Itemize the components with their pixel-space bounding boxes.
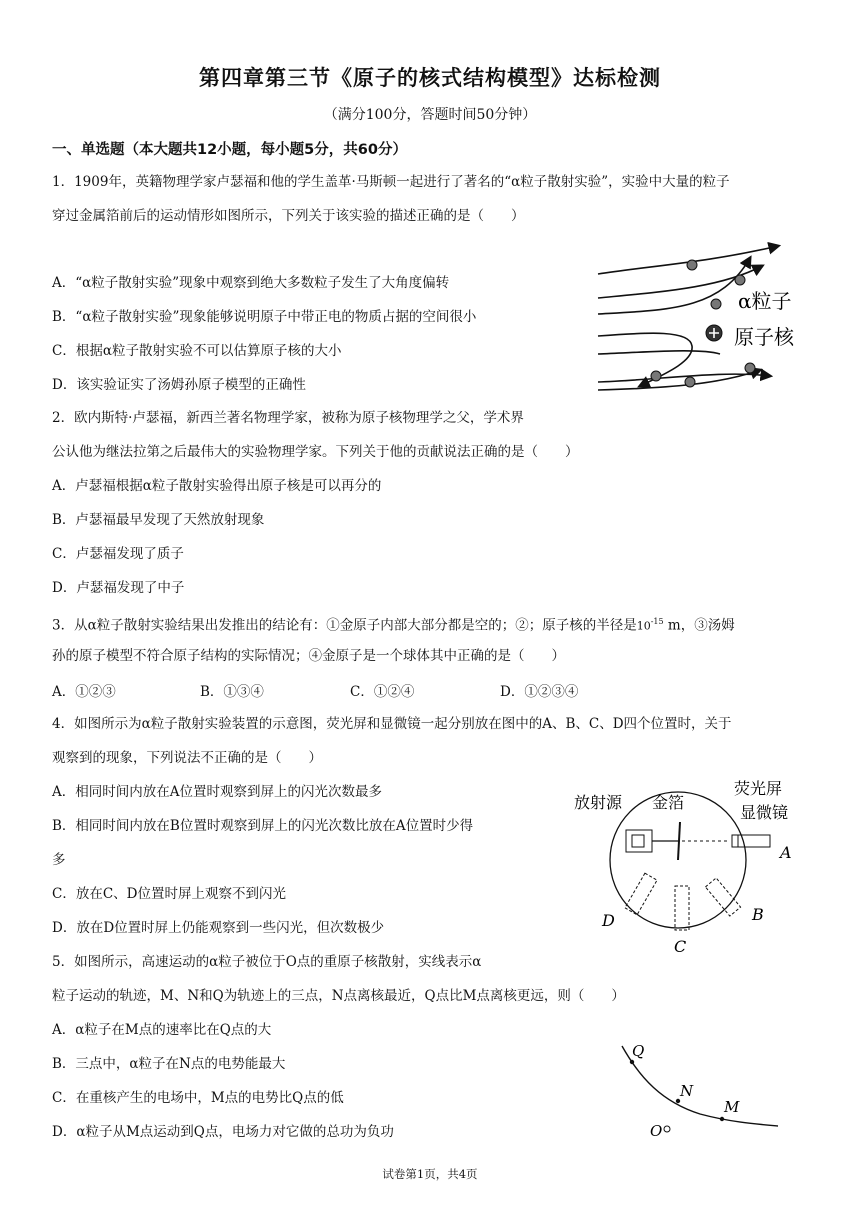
fig-label-source: 放射源 [574, 793, 623, 812]
source-box [626, 830, 652, 852]
q5-stem-line-2: 粒子运动的轨迹，M、N和Q为轨迹上的三点，N点离核最近，Q点比M点离核更远，则（ ） [52, 988, 625, 1004]
section-heading: 一、单选题（本大题共12小题，每小题5分，共60分） [52, 142, 407, 158]
q1-stem-line-2: 穿过金属箔前后的运动情形如图所示，下列关于该实验的描述正确的是（ ） [52, 208, 525, 224]
page-footer: 试卷第1页，共4页 [382, 1167, 478, 1181]
q3-stem-text-end: m，③汤姆 [663, 617, 735, 634]
gold-foil [678, 822, 680, 860]
q4-option-a: A．相同时间内放在A位置时观察到屏上的闪光次数最多 [52, 784, 382, 800]
fig-label-nucleus: 原子核 [734, 325, 794, 349]
q2-option-b: B．卢瑟福最早发现了天然放射现象 [52, 512, 265, 528]
q1-option-a: A．“α粒子散射实验”现象中观察到绝大多数粒子发生了大角度偏转 [52, 275, 450, 291]
q2-option-c: C．卢瑟福发现了质子 [52, 546, 184, 562]
q4-option-d: D．放在D位置时屏上仍能观察到一些闪光，但次数极少 [52, 920, 385, 936]
q4-option-c: C．放在C、D位置时屏上观察不到闪光 [52, 886, 286, 902]
q1-option-c: C．根据α粒子散射实验不可以估算原子核的大小 [52, 343, 342, 359]
q1-stem-line-1: 1．1909年，英籍物理学家卢瑟福和他的学生盖革·马斯顿一起进行了著名的“α粒子散射实验”，实验中大量的粒子 [52, 174, 730, 190]
trajectory-line [598, 246, 778, 274]
q3-option-a: A．①②③ [52, 684, 116, 700]
alpha-particle-icon [711, 299, 721, 309]
fig-label-m: M [724, 1098, 740, 1116]
trajectory-line [598, 258, 750, 314]
alpha-particle-icon [651, 371, 661, 381]
fig-label-alpha: α粒子 [738, 289, 792, 313]
q1-scattering-figure [590, 236, 820, 396]
q3-option-d: D．①②③④ [500, 684, 579, 700]
alpha-particle-icon [745, 363, 755, 373]
q5-option-c: C．在重核产生的电场中，M点的电势比Q点的低 [52, 1090, 344, 1106]
page-subtitle: （满分100分，答题时间50分钟） [323, 107, 537, 123]
q3-stem-text: 3．从α粒子散射实验结果出发推出的结论有：①金原子内部大部分都是空的；②；原子核的半径是 [52, 617, 637, 634]
q4-stem-line-2: 观察到的现象，下列说法不正确的是（ ） [52, 750, 322, 766]
fig-label-screen: 荧光屏 [734, 779, 783, 798]
q2-stem-line-1: 2．欧内斯特·卢瑟福，新西兰著名物理学家，被称为原子核物理学之父，学术界 [52, 410, 524, 426]
point-m [720, 1117, 724, 1121]
q5-option-a: A．α粒子在M点的速率比在Q点的大 [52, 1022, 272, 1038]
point-q [630, 1060, 634, 1064]
fig-label-b: B [752, 905, 764, 924]
q5-option-b: B．三点中，α粒子在N点的电势能最大 [52, 1056, 286, 1072]
q2-option-d: D．卢瑟福发现了中子 [52, 580, 185, 596]
q2-stem-line-2: 公认他为继法拉第之后最伟大的实验物理学家。下列关于他的贡献说法正确的是（ ） [52, 444, 579, 460]
q3-option-b: B．①③④ [200, 684, 264, 700]
trajectory-line [622, 1046, 778, 1126]
page-title: 第四章第三节《原子的核式结构模型》达标检测 [199, 66, 661, 90]
q5-trajectory-figure [610, 1038, 790, 1148]
q4-option-b-line-1: B．相同时间内放在B位置时观察到屏上的闪光次数比放在A位置时少得 [52, 818, 474, 834]
fig-label-n: N [680, 1082, 694, 1100]
fig-label-microscope: 显微镜 [740, 803, 789, 822]
q4-stem-line-1: 4．如图所示为α粒子散射实验装置的示意图，荧光屏和显微镜一起分别放在图中的A、B、C、D四个位置时，关于 [52, 716, 732, 732]
q1-option-d: D．该实验证实了汤姆孙原子模型的正确性 [52, 377, 306, 393]
alpha-particle-icon [735, 275, 745, 285]
q3-option-c: C．①②④ [350, 684, 415, 700]
q3-stem-line-1 [52, 612, 735, 637]
q3-exponent: -15 [650, 617, 664, 626]
trajectory-line [598, 351, 720, 354]
q1-option-b: B．“α粒子散射实验”现象能够说明原子中带正电的物质占据的空间很小 [52, 309, 477, 325]
fig-label-a: A [780, 843, 792, 862]
q5-option-d: D．α粒子从M点运动到Q点，电场力对它做的总功为负功 [52, 1124, 394, 1140]
fig-label-foil: 金箔 [652, 793, 685, 812]
q5-stem-line-1: 5．如图所示，高速运动的α粒子被位于O点的重原子核散射，实线表示α [52, 954, 482, 970]
point-o [664, 1126, 670, 1132]
alpha-particle-icon [687, 260, 697, 270]
q3-exponent-base: 10 [636, 619, 651, 633]
q4-apparatus-figure [566, 774, 816, 954]
detector-c [675, 886, 689, 930]
fig-label-o: O [650, 1122, 663, 1140]
fig-label-q: Q [632, 1042, 645, 1060]
alpha-particle-icon [685, 377, 695, 387]
trajectory-line [598, 333, 692, 386]
fig-label-d: D [602, 911, 615, 930]
q4-option-b-line-2: 多 [52, 852, 66, 868]
fig-label-c: C [674, 937, 687, 954]
trajectory-line [598, 370, 760, 390]
q3-options [52, 680, 812, 700]
q2-option-a: A．卢瑟福根据α粒子散射实验得出原子核是可以再分的 [52, 478, 382, 494]
q3-stem-line-2: 孙的原子模型不符合原子结构的实际情况；④金原子是一个球体其中正确的是（ ） [52, 648, 565, 664]
